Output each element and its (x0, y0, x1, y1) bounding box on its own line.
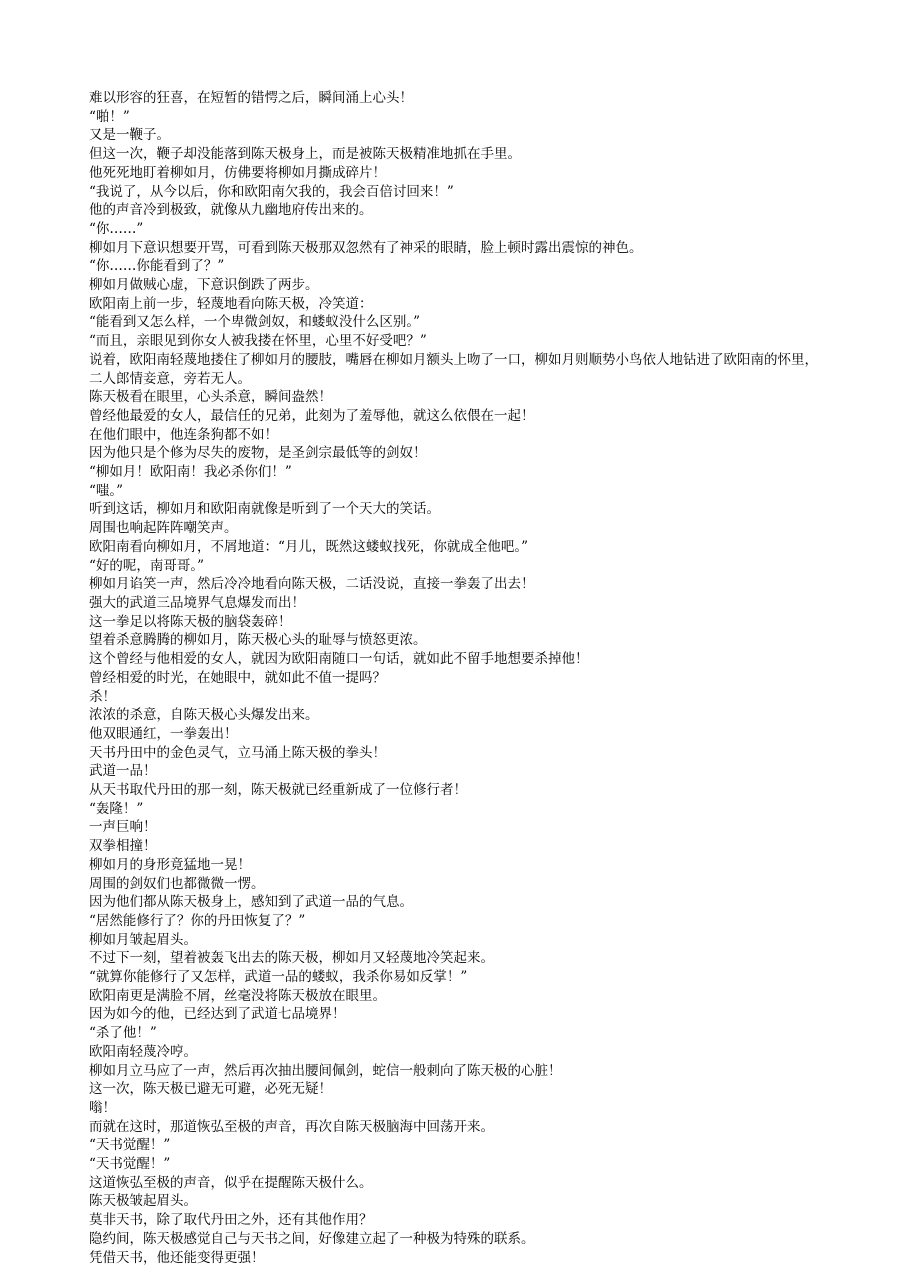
document-body (89, 89, 824, 1267)
paragraph-line: “你……” (89, 220, 144, 237)
paragraph-line: 强大的武道三品境界气息爆发而出！ (89, 594, 305, 611)
paragraph-line: “柳如月！欧阳南！我必杀你们！” (89, 464, 292, 481)
paragraph-line: 曾经相爱的时光，在她眼中，就如此不值一提吗？ (89, 669, 386, 686)
paragraph-line: 难以形容的狂喜，在短暂的错愕之后，瞬间涌上心头！ (89, 90, 413, 106)
paragraph-line: “杀了他！” (89, 1025, 157, 1042)
paragraph-line: 陈天极看在眼里，心头杀意，瞬间盎然！ (89, 389, 332, 406)
paragraph-line: 又是一鞭子。 (89, 127, 170, 144)
paragraph-line: “居然能修行了？你的丹田恢复了？” (89, 912, 306, 929)
paragraph-line: “天书觉醒！” (89, 1156, 171, 1173)
paragraph-line: 听到这话，柳如月和欧阳南就像是听到了一个天大的笑话。 (89, 501, 440, 518)
paragraph-line: “好的呢，南哥哥。” (89, 557, 205, 574)
paragraph-line: “你……你能看到了？” (89, 258, 225, 275)
paragraph-line: “就算你能修行了又怎样，武道一品的蝼蚁，我杀你易如反掌！” (89, 969, 468, 986)
paragraph-line: 欧阳南看向柳如月，不屑地道：“月儿，既然这蝼蚁找死，你就成全他吧。” (89, 538, 529, 555)
paragraph-line: 这道恢弘至极的声音，似乎在提醒陈天极什么。 (89, 1174, 373, 1191)
paragraph-line: 从天书取代丹田的那一刻，陈天极就已经重新成了一位修行者！ (89, 782, 467, 799)
paragraph-line: 杀！ (89, 688, 116, 705)
paragraph-line: 柳如月皱起眉头。 (89, 931, 197, 948)
paragraph-line: 柳如月的身形竟猛地一晃！ (89, 856, 251, 873)
paragraph-line: 一声巨响！ (89, 819, 157, 836)
paragraph-line: 嗡！ (89, 1099, 116, 1116)
paragraph-line: 柳如月谄笑一声，然后冷冷地看向陈天极，二话没说，直接一拳轰了出去！ (89, 576, 535, 593)
paragraph-line: 隐约间，陈天极感觉自己与天书之间，好像建立起了一种极为特殊的联系。 (89, 1230, 535, 1247)
paragraph-line: 他的声音冷到极致，就像从九幽地府传出来的。 (89, 202, 373, 219)
paragraph-line: 双拳相撞！ (89, 838, 157, 855)
paragraph-line: “我说了，从今以后，你和欧阳南欠我的，我会百倍讨回来！” (89, 183, 454, 200)
paragraph-line: 因为他只是个修为尽失的废物，是圣剑宗最低等的剑奴！ (89, 445, 427, 462)
paragraph-line: 但这一次，鞭子却没能落到陈天极身上，而是被陈天极精准地抓在手里。 (89, 146, 521, 163)
paragraph-line: “嗤。” (89, 482, 124, 499)
paragraph-line: 在他们眼中，他连条狗都不如！ (89, 426, 278, 443)
paragraph-line: 这一次，陈天极已避无可避，必死无疑！ (89, 1081, 332, 1098)
paragraph-line: 而就在这时，那道恢弘至极的声音，再次自陈天极脑海中回荡开来。 (89, 1118, 494, 1135)
paragraph-line: 凭借天书，他还能变得更强！ (89, 1249, 265, 1266)
paragraph-line: 周围也响起阵阵嘲笑声。 (89, 520, 238, 537)
paragraph-line: 浓浓的杀意，自陈天极心头爆发出来。 (89, 707, 319, 724)
paragraph-line: 欧阳南上前一步，轻蔑地看向陈天极，冷笑道： (89, 295, 373, 312)
paragraph-line: 不过下一刻，望着被轰飞出去的陈天极，柳如月又轻蔑地冷笑起来。 (89, 950, 494, 967)
paragraph-line: 因为他们都从陈天极身上，感知到了武道一品的气息。 (89, 894, 413, 911)
paragraph-line: “能看到又怎么样，一个卑微剑奴，和蝼蚁没什么区别。” (89, 314, 421, 331)
paragraph-line: 莫非天书，除了取代丹田之外，还有其他作用？ (89, 1212, 373, 1229)
paragraph-line: 这个曾经与他相爱的女人，就因为欧阳南随口一句话，就如此不留手地想要杀掉他！ (89, 651, 589, 668)
paragraph-line: 他双眼通红，一拳轰出！ (89, 725, 238, 742)
paragraph-line: 柳如月下意识想要开骂，可看到陈天极那双忽然有了神采的眼睛，脸上顿时露出震惊的神色。 (89, 239, 643, 256)
paragraph-line: 柳如月做贼心虚，下意识倒跌了两步。 (89, 277, 319, 294)
paragraph-line: 周围的剑奴们也都微微一愣。 (89, 875, 265, 892)
paragraph-line: “啪！” (89, 108, 130, 125)
paragraph-line: 他死死地盯着柳如月，仿佛要将柳如月撕成碎片！ (89, 164, 386, 181)
paragraph-line: 武道一品！ (89, 763, 157, 780)
paragraph-line: 天书丹田中的金色灵气，立马涌上陈天极的拳头！ (89, 744, 386, 761)
paragraph-line: 这一拳足以将陈天极的脑袋轰碎！ (89, 613, 292, 630)
paragraph-line: 欧阳南轻蔑冷哼。 (89, 1043, 197, 1060)
paragraph-line: 柳如月立马应了一声，然后再次抽出腰间佩剑，蛇信一般刺向了陈天极的心脏！ (89, 1062, 562, 1079)
paragraph-line: “天书觉醒！” (89, 1137, 171, 1154)
paragraph-line: 望着杀意腾腾的柳如月，陈天极心头的耻辱与愤怒更浓。 (89, 632, 427, 649)
paragraph-line: “轰隆！” (89, 800, 144, 817)
paragraph-line: 说着，欧阳南轻蔑地搂住了柳如月的腰肢，嘴唇在柳如月额头上吻了一口，柳如月则顺势小鸟依人地钻进了欧阳南的怀里，二人郎情妾意，旁若无人。 (89, 351, 818, 387)
paragraph-line: 陈天极皱起眉头。 (89, 1193, 197, 1210)
paragraph-line: 曾经他最爱的女人，最信任的兄弟，此刻为了羞辱他，就这么依偎在一起！ (89, 407, 535, 424)
paragraph-line: “而且，亲眼见到你女人被我搂在怀里，心里不好受吧？” (89, 333, 427, 350)
paragraph-line: 欧阳南更是满脸不屑，丝毫没将陈天极放在眼里。 (89, 987, 386, 1004)
paragraph-line: 因为如今的他，已经达到了武道七品境界！ (89, 1006, 346, 1023)
